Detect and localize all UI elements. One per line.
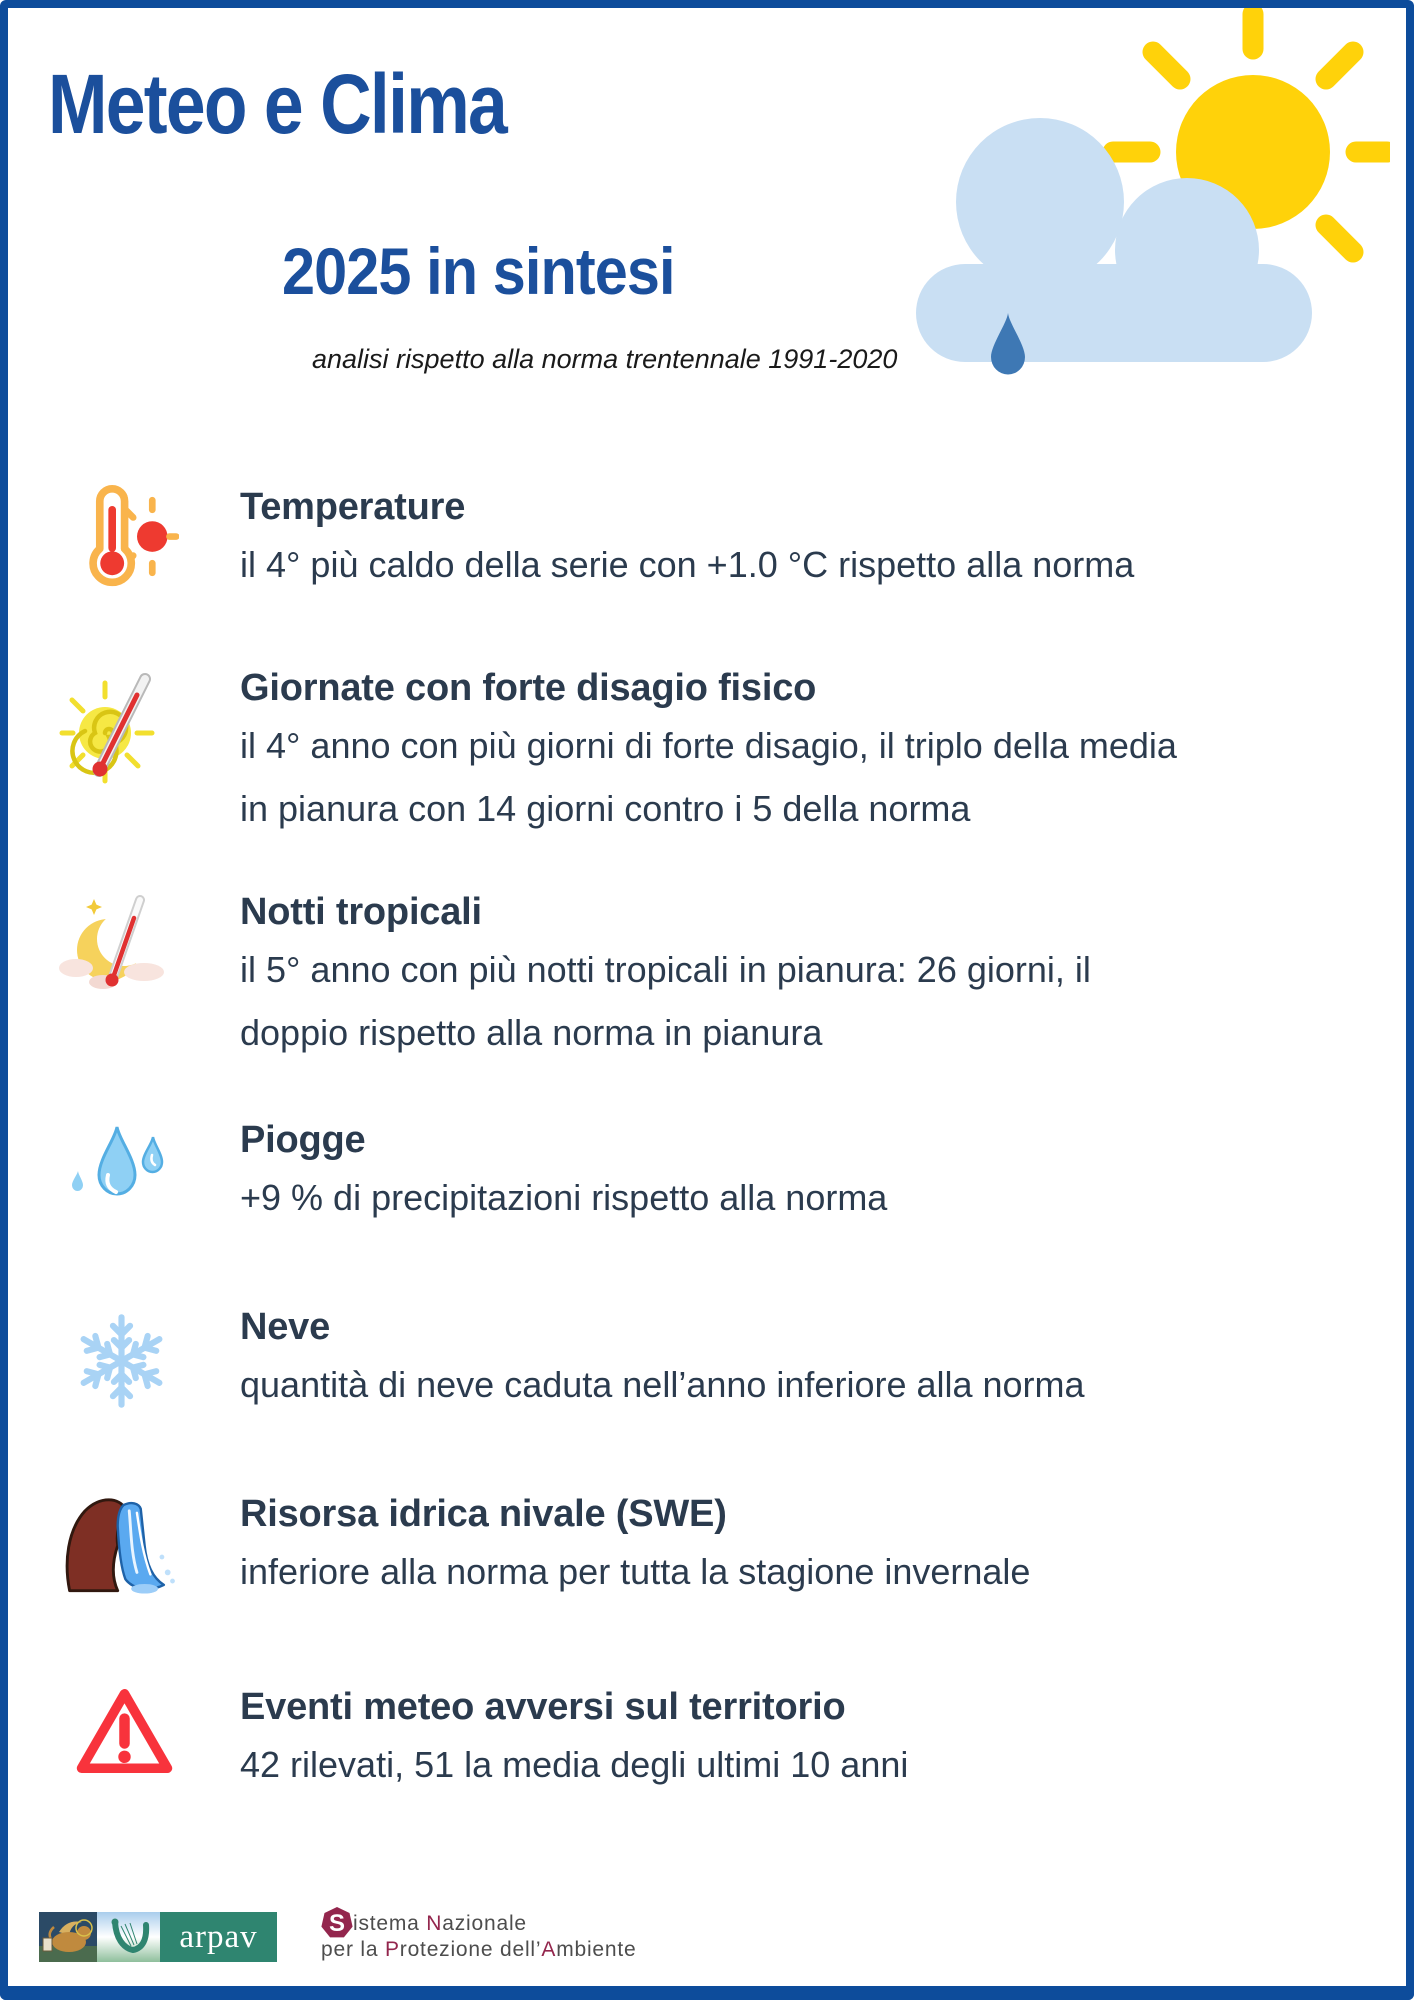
section-title: Neve bbox=[240, 1306, 331, 1348]
section-risorsa-idrica bbox=[0, 1491, 1414, 1606]
section-title: Eventi meteo avversi sul territorio bbox=[240, 1686, 846, 1728]
section-title: Temperature bbox=[240, 486, 466, 528]
section-title: Notti tropicali bbox=[240, 891, 482, 933]
section-body-line: il 4° anno con più giorni di forte disagio, il triplo della media bbox=[240, 725, 1177, 766]
snpa-line2: per la Protezione dell’Ambiente bbox=[321, 1938, 637, 1961]
venetian-lion-icon bbox=[39, 1912, 97, 1962]
raindrops-icon bbox=[60, 1119, 175, 1219]
section-temperature bbox=[0, 484, 1414, 599]
section-neve bbox=[0, 1304, 1414, 1419]
section-body-line: 42 rilevati, 51 la media degli ultimi 10 anni bbox=[240, 1744, 909, 1785]
page-title: Meteo e Clima bbox=[48, 57, 507, 151]
analysis-note: analisi rispetto alla norma trentennale 1991-2020 bbox=[312, 344, 898, 374]
section-body-line: +9 % di precipitazioni rispetto alla norma bbox=[240, 1177, 888, 1218]
arpav-logo bbox=[39, 1912, 277, 1962]
arpav-v-glyph-icon bbox=[97, 1912, 160, 1962]
bottom-blue-bar bbox=[0, 1986, 1414, 2000]
section-piogge bbox=[0, 1117, 1414, 1232]
arpav-wordmark: arpav bbox=[160, 1912, 277, 1962]
section-title: Piogge bbox=[240, 1119, 366, 1161]
heat-sun-thermometer-icon bbox=[58, 667, 180, 793]
section-notti-tropicali bbox=[0, 889, 1414, 1061]
section-body-line: doppio rispetto alla norma in pianura bbox=[240, 1012, 823, 1053]
thermometer-sun-icon bbox=[74, 480, 179, 595]
section-disagio-fisico bbox=[0, 665, 1414, 837]
sun-rain-cloud-illustration bbox=[700, 8, 1390, 473]
section-body-line: quantità di neve caduta nell’anno inferiore alla norma bbox=[240, 1364, 1085, 1405]
page-subtitle: 2025 in sintesi bbox=[282, 234, 675, 308]
tropical-night-moon-thermometer-icon bbox=[56, 892, 181, 997]
snpa-badge-letter: S bbox=[328, 1910, 346, 1937]
section-title: Giornate con forte disagio fisico bbox=[240, 667, 817, 709]
section-body-line: il 5° anno con più notti tropicali in pianura: 26 giorni, il bbox=[240, 949, 1091, 990]
snpa-badge-icon bbox=[321, 1906, 354, 1940]
snpa-line1: istema Nazionale bbox=[353, 1912, 527, 1935]
section-body-line: il 4° più caldo della serie con +1.0 °C rispetto alla norma bbox=[240, 544, 1135, 585]
waterfall-icon bbox=[60, 1489, 185, 1601]
warning-triangle-icon bbox=[72, 1682, 177, 1782]
section-eventi-avversi bbox=[0, 1684, 1414, 1799]
section-title: Risorsa idrica nivale (SWE) bbox=[240, 1493, 727, 1535]
section-body-line: inferiore alla norma per tutta la stagione invernale bbox=[240, 1551, 1031, 1592]
section-body-line: in pianura con 14 giorni contro i 5 della norma bbox=[240, 788, 971, 829]
snowflake-icon bbox=[74, 1302, 169, 1420]
